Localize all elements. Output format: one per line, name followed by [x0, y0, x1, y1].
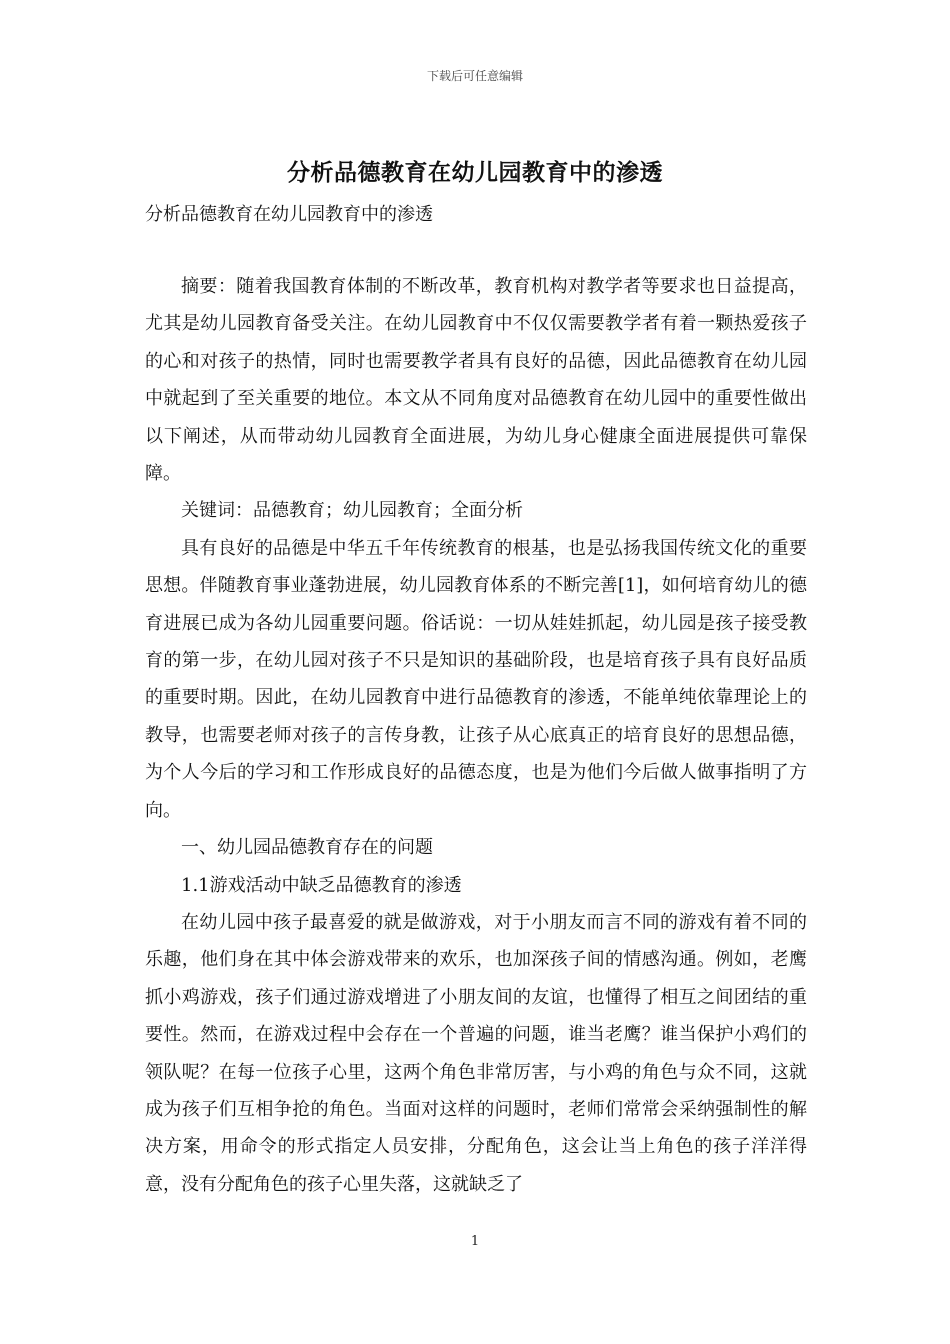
- keywords-paragraph: 关键词：品德教育；幼儿园教育；全面分析: [181, 500, 523, 522]
- section-heading: 一、幼儿园品德教育存在的问题: [181, 837, 433, 859]
- document-body: [145, 268, 807, 1203]
- intro-paragraph: 具有良好的品德是中华五千年传统教育的根基，也是弘扬我国传统文化的重要思想。伴随教育事业蓬勃进展，幼儿园教育体系的不断完善[1]，如何培育幼儿的德育进展已成为各幼儿园重要问题。俗话说：一切从娃娃抓起，幼儿园是孩子接受教育的第一步，在幼儿园对孩子不只是知识的基础阶段，也是培育孩子具有良好品质的重要时期。因此，在幼儿园教育中进行品德教育的渗透，不能单纯依靠理论上的教导，也需要老师对孩子的言传身教，让孩子从心底真正的培育良好的思想品德，为个人今后的学习和工作形成良好的品德态度，也是为他们今后做人做事指明了方向。: [145, 537, 807, 821]
- body-paragraph: 在幼儿园中孩子最喜爱的就是做游戏，对于小朋友而言不同的游戏有着不同的乐趣，他们身在其中体会游戏带来的欢乐，也加深孩子间的情感沟通。例如，老鹰抓小鸡游戏，孩子们通过游戏增进了小朋友间的友谊，也懂得了相互之间团结的重要性。然而，在游戏过程中会存在一个普遍的问题，谁当老鹰？谁当保护小鸡们的领队呢？在每一位孩子心里，这两个角色非常厉害，与小鸡的角色与众不同，这就成为孩子们互相争抢的角色。当面对这样的问题时，老师们常常会采纳强制性的解决方案，用命令的形式指定人员安排，分配角色，这会让当上角色的孩子洋洋得意，没有分配角色的孩子心里失落，这就缺乏了: [145, 911, 807, 1195]
- subsection-heading: 1.1游戏活动中缺乏品德教育的渗透: [181, 874, 462, 896]
- document-subtitle: 分析品德教育在幼儿园教育中的渗透: [145, 204, 433, 225]
- abstract-paragraph: 摘要：随着我国教育体制的不断改革，教育机构对教学者等要求也日益提高，尤其是幼儿园教育备受关注。在幼儿园教育中不仅仅需要教学者有着一颗热爱孩子的心和对孩子的热情，同时也需要教学者具有良好的品德，因此品德教育在幼儿园中就起到了至关重要的地位。本文从不同角度对品德教育在幼儿园中的重要性做出以下阐述，从而带动幼儿园教育全面进展，为幼儿身心健康全面进展提供可靠保障。: [145, 276, 807, 485]
- page-number: 1: [470, 1234, 480, 1249]
- document-title: 分析品德教育在幼儿园教育中的渗透: [287, 159, 663, 186]
- page-header: 下载后可任意编辑: [426, 69, 523, 83]
